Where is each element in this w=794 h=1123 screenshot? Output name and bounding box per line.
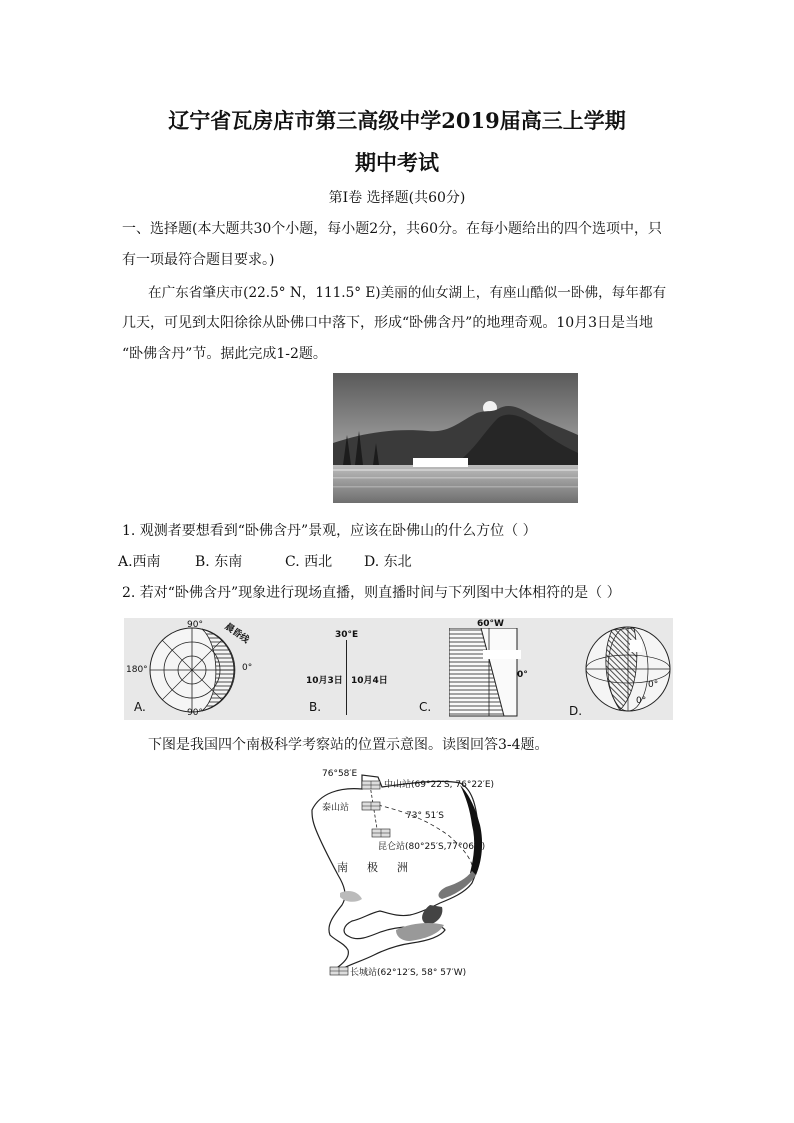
map-taishan-station: 泰山站 — [322, 803, 350, 813]
figure-d-zero-label-2: 0° — [636, 696, 647, 706]
q1-option-d: D. 东北 — [364, 554, 412, 570]
figure-c-lon-label: 60°W — [477, 619, 504, 629]
figure-a-left-label: 180° — [126, 665, 148, 675]
figure-d-label: D. — [569, 704, 583, 718]
figure-b-meridian-line — [346, 640, 347, 715]
title-line-2: 期中考试 — [355, 150, 439, 175]
passage-2: 下图是我国四个南极科学考察站的位置示意图。读图回答3-4题。 — [148, 737, 549, 753]
instruction-line-2: 有一项最符合题目要求。) — [122, 252, 275, 268]
figure-b-label: B. — [309, 700, 322, 714]
title-line-1: 辽宁省瓦房店市第三高级中学2019届高三上学期 — [168, 108, 626, 133]
map-continent-char-2: 极 — [367, 861, 378, 874]
map-zhongshan-station: 中山站(69°22′S, 76°22′E) — [384, 780, 495, 790]
figure-c-strip-diagram — [449, 628, 521, 718]
sunset-photo — [333, 373, 578, 503]
figure-c-label: C. — [419, 700, 432, 714]
passage-line-1: 在广东省肇庆市(22.5° N，111.5° E)美丽的仙女湖上，有座山酷似一卧佛，每年都有 — [148, 285, 667, 301]
figure-c-zero-label: 0° — [517, 670, 528, 680]
q1-option-b: B. 东南 — [195, 554, 243, 570]
passage-line-2: 几天，可见到太阳徐徐从卧佛口中落下，形成“卧佛含丹”的地理奇观。10月3日是当地 — [122, 315, 654, 331]
figure-d-zero-label-1: 0° — [648, 680, 659, 690]
antarctica-map — [300, 765, 495, 980]
map-continent-char-1: 南 — [337, 861, 348, 874]
map-kunlun-station: 昆仑站(80°25′S,77°06′E) — [378, 842, 486, 852]
q1-option-c: C. 西北 — [285, 554, 333, 570]
passage-line-3: “卧佛含丹”节。据此完成1-2题。 — [122, 346, 327, 362]
q2-figures-strip — [124, 618, 673, 720]
figure-d-globe-diagram — [582, 622, 674, 716]
map-changcheng-station: 长城站(62°12′S, 58° 57′W) — [350, 968, 467, 978]
instruction-line-1: 一、选择题(本大题共30个小题，每小题2分，共60分。在每小题给出的四个选项中，只 — [122, 221, 662, 237]
map-lon-label: 76°58′E — [322, 769, 358, 779]
figure-a-bottom-label: 90° — [187, 708, 203, 718]
figure-b-lon-label: 30°E — [335, 630, 359, 640]
q1-option-a: A.西南 — [118, 554, 161, 570]
figure-b-left-date: 10月3日 — [306, 676, 343, 686]
figure-a-right-label: 0° — [242, 663, 253, 673]
section-header: 第Ⅰ卷 选择题(共60分) — [328, 190, 466, 206]
figure-b-right-date: 10月4日 — [351, 676, 388, 686]
figure-a-tag: 晨昏线 — [222, 621, 251, 646]
question-2-stem: 2. 若对“卧佛含丹”现象进行现场直播，则直播时间与下列图中大体相符的是（ ） — [122, 585, 621, 601]
figure-a-top-label: 90° — [187, 620, 203, 630]
figure-a-label: A. — [134, 700, 146, 714]
figure-a-polar-diagram — [144, 624, 244, 716]
question-1-stem: 1. 观测者要想看到“卧佛含丹”景观，应该在卧佛山的什么方位（ ） — [122, 523, 537, 539]
map-lat-label: 73° 51′S — [406, 811, 445, 821]
sunset-photo-image — [333, 373, 578, 503]
map-continent-char-3: 洲 — [397, 861, 408, 874]
